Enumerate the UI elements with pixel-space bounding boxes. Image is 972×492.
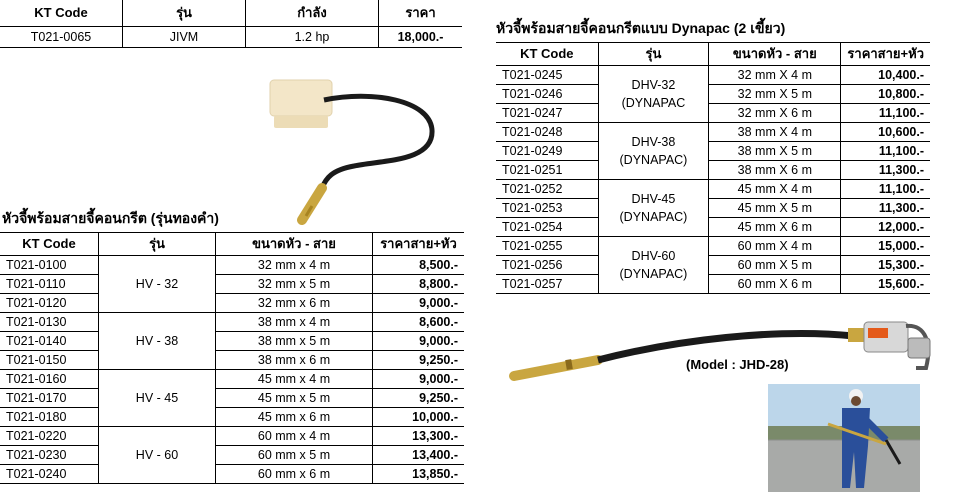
header-kt-code: KT Code — [496, 43, 598, 66]
model-cell: HV - 60 — [99, 427, 216, 484]
dynapac-table-title: หัวจี้พร้อมสายจี้คอนกรีตแบบ Dynapac (2 เขี้ยว) — [496, 20, 786, 36]
size-cell: 32 mm x 6 m — [216, 294, 373, 313]
price-cell: 9,000.- — [373, 332, 465, 351]
size-cell: 45 mm x 4 m — [216, 370, 373, 389]
kt-code-cell: T021-0220 — [0, 427, 99, 446]
model-cell: HV - 38 — [99, 313, 216, 370]
header-size: ขนาดหัว - สาย — [709, 43, 841, 66]
size-cell: 45 mm x 6 m — [216, 408, 373, 427]
size-cell: 45 mm X 5 m — [709, 199, 841, 218]
table-row — [0, 446, 464, 465]
vibrator-motor-image — [262, 70, 438, 226]
model-cell — [598, 123, 709, 180]
size-cell: 38 mm x 4 m — [216, 313, 373, 332]
kt-code-cell: T021-0240 — [0, 465, 99, 484]
price-cell: 9,250.- — [373, 351, 465, 370]
size-cell: 45 mm X 6 m — [709, 218, 841, 237]
model-cell — [598, 237, 709, 294]
header-price: ราคาสาย+หัว — [841, 43, 930, 66]
kt-code-cell: T021-0247 — [496, 104, 598, 123]
kt-code-cell: T021-0253 — [496, 199, 598, 218]
jhd28-vibrator-image — [506, 318, 938, 386]
kt-code-cell: T021-0248 — [496, 123, 598, 142]
model-brand: (DYNAPAC) — [619, 153, 688, 167]
hv-table-title: หัวจี้พร้อมสายจี้คอนกรีต (รุ่นทองคำ) — [2, 210, 219, 226]
model-brand: (DYNAPAC) — [619, 267, 688, 281]
price-cell: 15,000.- — [841, 237, 930, 256]
table-row — [496, 275, 930, 294]
table-row — [496, 66, 930, 85]
size-cell: 38 mm x 6 m — [216, 351, 373, 370]
header-power: กำลัง — [246, 0, 379, 27]
kt-code-cell: T021-0140 — [0, 332, 99, 351]
model-cell: HV - 45 — [99, 370, 216, 427]
price-cell: 8,800.- — [373, 275, 465, 294]
kt-code-cell: T021-0100 — [0, 256, 99, 275]
kt-code-cell: T021-0120 — [0, 294, 99, 313]
price-cell: 15,600.- — [841, 275, 930, 294]
size-cell: 60 mm X 4 m — [709, 237, 841, 256]
model-name: DHV-45 — [631, 192, 676, 206]
kt-code-cell: T021-0251 — [496, 161, 598, 180]
model-brand: (DYNAPAC — [621, 96, 686, 110]
price-cell: 11,100.- — [841, 142, 930, 161]
size-cell: 60 mm x 6 m — [216, 465, 373, 484]
kt-code-cell: T021-0254 — [496, 218, 598, 237]
price-cell: 10,400.- — [841, 66, 930, 85]
price-cell: 9,000.- — [373, 370, 465, 389]
price-cell: 11,300.- — [841, 161, 930, 180]
kt-code-cell: T021-0255 — [496, 237, 598, 256]
kt-code-cell: T021-0170 — [0, 389, 99, 408]
price-cell: 11,300.- — [841, 199, 930, 218]
size-cell: 32 mm X 4 m — [709, 66, 841, 85]
price-cell: 11,100.- — [841, 104, 930, 123]
header-kt-code: KT Code — [0, 0, 123, 27]
price-cell: 10,600.- — [841, 123, 930, 142]
table-row — [0, 27, 462, 48]
model-caption: (Model : JHD-28) — [686, 357, 789, 372]
header-price: ราคา — [379, 0, 463, 27]
table-row — [496, 161, 930, 180]
table-row — [0, 408, 464, 427]
header-model: รุ่น — [123, 0, 246, 27]
model-name: DHV-32 — [631, 78, 676, 92]
size-cell: 60 mm x 5 m — [216, 446, 373, 465]
header-size: ขนาดหัว - สาย — [216, 233, 373, 256]
table-row — [496, 123, 930, 142]
table-row — [0, 427, 464, 446]
table-row — [496, 104, 930, 123]
kt-code-cell: T021-0257 — [496, 275, 598, 294]
size-cell: 45 mm x 5 m — [216, 389, 373, 408]
table-row — [496, 142, 930, 161]
header-model: รุ่น — [598, 43, 709, 66]
table-row — [0, 465, 464, 484]
size-cell: 38 mm X 4 m — [709, 123, 841, 142]
kt-code-cell: T021-0065 — [0, 27, 123, 48]
kt-code-cell: T021-0230 — [0, 446, 99, 465]
size-cell: 32 mm X 6 m — [709, 104, 841, 123]
header-kt-code: KT Code — [0, 233, 99, 256]
model-name: DHV-38 — [631, 135, 676, 149]
kt-code-cell: T021-0180 — [0, 408, 99, 427]
motor-price-table — [0, 0, 462, 48]
power-cell: 1.2 hp — [246, 27, 379, 48]
size-cell: 32 mm x 4 m — [216, 256, 373, 275]
model-cell: JIVM — [123, 27, 246, 48]
size-cell: 60 mm X 5 m — [709, 256, 841, 275]
hv-price-table — [0, 232, 464, 484]
model-brand: (DYNAPAC) — [619, 210, 688, 224]
table-row — [0, 256, 464, 275]
header-model: รุ่น — [99, 233, 216, 256]
table-row — [0, 275, 464, 294]
header-price: ราคาสาย+หัว — [373, 233, 465, 256]
table-row — [496, 85, 930, 104]
price-cell: 13,850.- — [373, 465, 465, 484]
price-cell: 13,400.- — [373, 446, 465, 465]
table-row — [0, 332, 464, 351]
kt-code-cell: T021-0130 — [0, 313, 99, 332]
size-cell: 60 mm X 6 m — [709, 275, 841, 294]
table-row — [496, 237, 930, 256]
kt-code-cell: T021-0245 — [496, 66, 598, 85]
size-cell: 38 mm X 5 m — [709, 142, 841, 161]
kt-code-cell: T021-0150 — [0, 351, 99, 370]
kt-code-cell: T021-0246 — [496, 85, 598, 104]
price-cell: 9,000.- — [373, 294, 465, 313]
model-cell — [598, 66, 709, 123]
model-cell: HV - 32 — [99, 256, 216, 313]
price-cell: 10,000.- — [373, 408, 465, 427]
size-cell: 45 mm X 4 m — [709, 180, 841, 199]
price-cell: 8,500.- — [373, 256, 465, 275]
price-cell: 18,000.- — [379, 27, 463, 48]
table-row — [0, 313, 464, 332]
table-row — [496, 256, 930, 275]
kt-code-cell: T021-0256 — [496, 256, 598, 275]
kt-code-cell: T021-0249 — [496, 142, 598, 161]
size-cell: 38 mm x 5 m — [216, 332, 373, 351]
table-row — [0, 294, 464, 313]
kt-code-cell: T021-0252 — [496, 180, 598, 199]
worker-photo — [768, 384, 920, 492]
kt-code-cell: T021-0160 — [0, 370, 99, 389]
size-cell: 32 mm X 5 m — [709, 85, 841, 104]
price-cell: 11,100.- — [841, 180, 930, 199]
size-cell: 32 mm x 5 m — [216, 275, 373, 294]
price-cell: 13,300.- — [373, 427, 465, 446]
table-row — [0, 389, 464, 408]
table-row — [0, 351, 464, 370]
table-row — [496, 199, 930, 218]
price-cell: 9,250.- — [373, 389, 465, 408]
price-cell: 10,800.- — [841, 85, 930, 104]
table-row — [496, 218, 930, 237]
price-cell: 12,000.- — [841, 218, 930, 237]
model-name: DHV-60 — [631, 249, 676, 263]
kt-code-cell: T021-0110 — [0, 275, 99, 294]
model-cell — [598, 180, 709, 237]
price-cell: 15,300.- — [841, 256, 930, 275]
size-cell: 38 mm X 6 m — [709, 161, 841, 180]
size-cell: 60 mm x 4 m — [216, 427, 373, 446]
table-row — [496, 180, 930, 199]
dynapac-price-table — [496, 42, 930, 294]
table-row — [0, 370, 464, 389]
price-cell: 8,600.- — [373, 313, 465, 332]
